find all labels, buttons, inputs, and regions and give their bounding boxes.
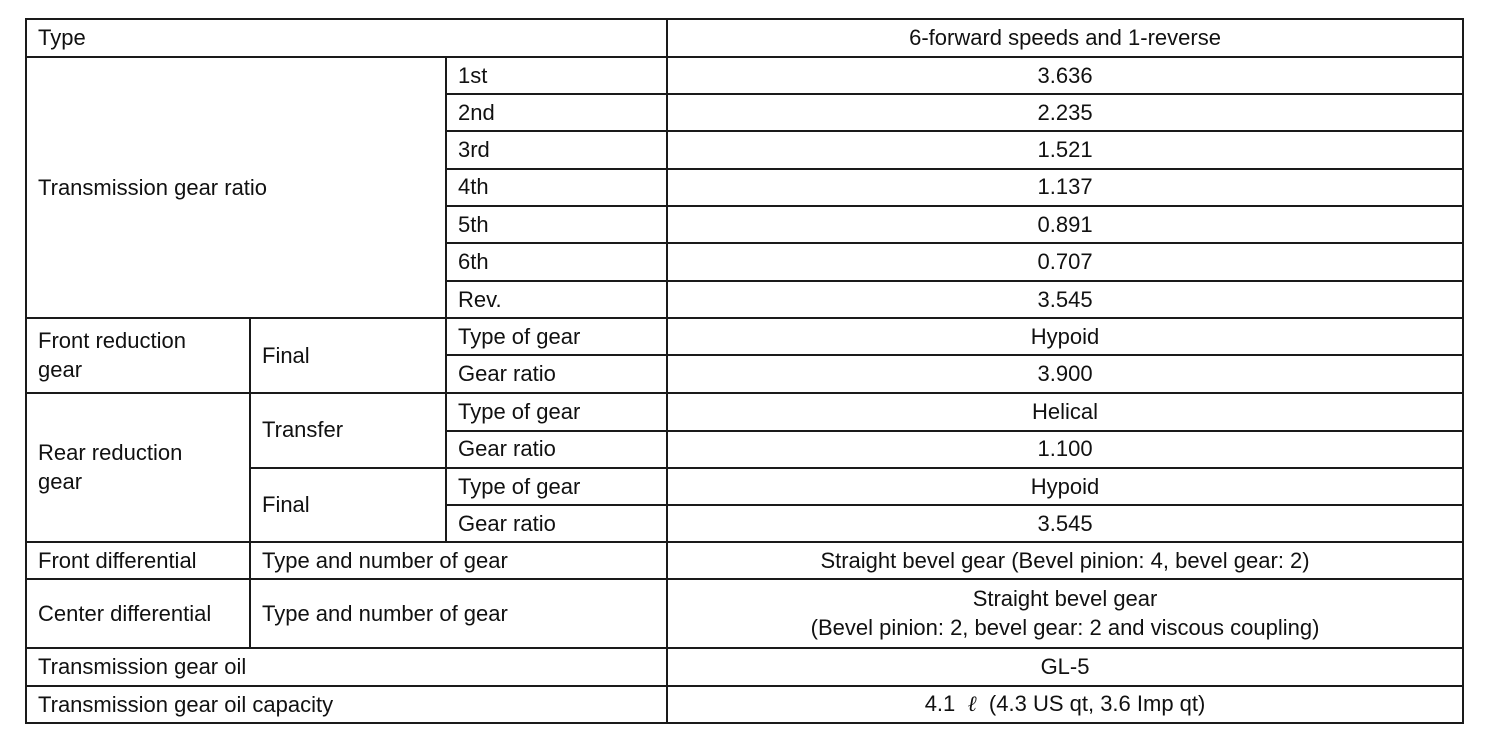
table-row [26, 686, 1463, 723]
center-differential-label: Center differential [26, 579, 250, 647]
liter-unit: ℓ [967, 692, 977, 718]
type-value: 6-forward speeds and 1-reverse [667, 19, 1463, 57]
center-differential-sub-label: Type and number of gear [250, 579, 667, 647]
center-differential-value [667, 579, 1463, 647]
type-label: Type [26, 19, 667, 57]
front-reduction-gear-label-line1: Front reduction [38, 327, 186, 353]
gear-ratio-label: Gear ratio [446, 505, 667, 542]
rear-transfer-type-of-gear-value: Helical [667, 393, 1463, 431]
gear-label: 3rd [446, 131, 667, 168]
rear-final-label: Final [250, 468, 446, 542]
gear-ratio-value: 0.891 [667, 206, 1463, 243]
front-reduction-gear-label [26, 318, 250, 392]
rear-final-type-of-gear-value: Hypoid [667, 468, 1463, 505]
table-row [26, 318, 1463, 355]
transmission-gear-oil-capacity-value [667, 686, 1463, 723]
gear-ratio-value: 2.235 [667, 94, 1463, 131]
transmission-gear-oil-label: Transmission gear oil [26, 648, 667, 686]
gear-ratio-value: 1.137 [667, 169, 1463, 206]
gear-ratio-value: 0.707 [667, 243, 1463, 281]
front-final-gear-ratio-value: 3.900 [667, 355, 1463, 392]
rear-reduction-gear-label [26, 393, 250, 543]
transmission-gear-oil-capacity-label: Transmission gear oil capacity [26, 686, 667, 723]
center-differential-value-line1: Straight bevel gear [972, 585, 1158, 611]
capacity-amount: 4.1 [924, 691, 956, 717]
capacity-conversions: (4.3 US qt, 3.6 Imp qt) [988, 691, 1206, 717]
gear-ratio-label: Gear ratio [446, 355, 667, 392]
gear-label: 2nd [446, 94, 667, 131]
table-row [26, 542, 1463, 579]
rear-transfer-label: Transfer [250, 393, 446, 468]
rear-reduction-gear-label-line2: gear [38, 469, 83, 495]
gear-ratio-value: 3.545 [667, 281, 1463, 318]
front-final-label: Final [250, 318, 446, 392]
gear-ratio-value: 3.636 [667, 57, 1463, 94]
front-differential-label: Front differential [26, 542, 250, 579]
rear-reduction-gear-label-line1: Rear reduction [38, 439, 183, 465]
type-of-gear-label: Type of gear [446, 318, 667, 355]
table-row [26, 57, 1463, 94]
front-differential-sub-label: Type and number of gear [250, 542, 667, 579]
specifications-table [25, 18, 1464, 724]
type-of-gear-label: Type of gear [446, 393, 667, 431]
table-row [26, 648, 1463, 686]
gear-ratio-label: Gear ratio [446, 431, 667, 468]
front-final-type-of-gear-value: Hypoid [667, 318, 1463, 355]
gear-label: 6th [446, 243, 667, 281]
front-reduction-gear-label-line2: gear [38, 357, 83, 383]
gear-label: 5th [446, 206, 667, 243]
center-differential-value-line2: (Bevel pinion: 2, bevel gear: 2 and viscous coupling) [810, 615, 1320, 641]
front-differential-value: Straight bevel gear (Bevel pinion: 4, bevel gear: 2) [667, 542, 1463, 579]
type-of-gear-label: Type of gear [446, 468, 667, 505]
table-row [26, 393, 1463, 431]
rear-final-gear-ratio-value: 3.545 [667, 505, 1463, 542]
gear-ratio-value: 1.521 [667, 131, 1463, 168]
gear-label: 4th [446, 169, 667, 206]
gear-label: 1st [446, 57, 667, 94]
gear-label: Rev. [446, 281, 667, 318]
transmission-gear-oil-value: GL-5 [667, 648, 1463, 686]
transmission-gear-ratio-label: Transmission gear ratio [26, 57, 446, 318]
table-row [26, 19, 1463, 57]
rear-transfer-gear-ratio-value: 1.100 [667, 431, 1463, 468]
table-row [26, 579, 1463, 647]
